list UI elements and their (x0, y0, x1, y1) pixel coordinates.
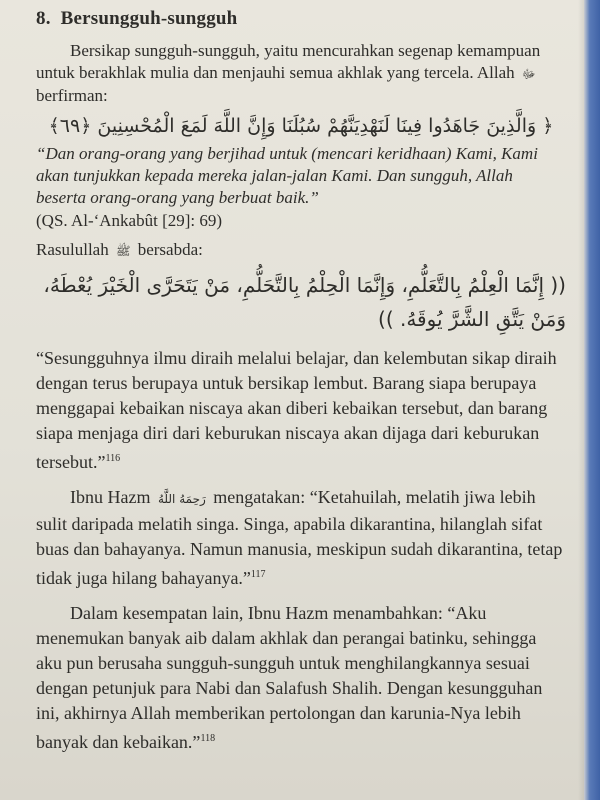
hadith-arabic: (( إِنَّمَا الْعِلْمُ بِالتَّعَلُّمِ، وَإِنَّمَا الْحِلْمُ بِالتَّحَلُّمِ، مَنْ يَتَحَرَّى الْخَيْرَ يُعْطَهُ، وَمَنْ يَتَّقِ الشَّرَّ يُوقَهُ. )) (43, 273, 566, 331)
book-spine (584, 0, 600, 800)
section-title: Bersungguh-sungguh (60, 8, 238, 29)
ibnu-hazm-paragraph-1 (36, 485, 566, 591)
quran-reference: (QS. Al-‘Ankabût [29]: 69) (36, 211, 223, 230)
intro-text: Bersikap sungguh-sungguh, yaitu mencurahkan segenap kemampuan untuk berakhlak mulia dan menjauhi semua akhlak yang tercela. Allah (36, 41, 541, 82)
footnote-ref-118: 118 (200, 733, 216, 744)
ibnu-hazm-2-text: Dalam kesempatan lain, Ibnu Hazm menambahkan: “Aku menemukan banyak aib dalam akhlak dan perangai batinku, sehingga aku pun berusaha sungguh-sungguh untuk menghilangkannya sesuai dengan petunjuk para Nabi dan Salafush Shalih. Dengan kesungguhan ini, akhirnya Allah (36, 603, 543, 723)
ibnu-hazm-paragraph-2 (36, 601, 566, 755)
ibnu-hazm-1-start: Ibnu Hazm (70, 487, 151, 507)
quran-translation: “Dan orang-orang yang berjihad untuk (mencari keridhaan) Kami, Kami akan tunjukkan kepada mereka jalan-jalan Kami. Dan sungguh, Allah beserta orang-orang yang berbuat baik.” (36, 144, 538, 207)
rasul-intro-text: Rasulullah (36, 240, 109, 259)
page-gutter-shadow (578, 0, 584, 800)
intro-paragraph (36, 40, 566, 107)
section-heading (36, 8, 566, 30)
ibnu-hazm-1-rest: mengatakan: “Ketahuilah, melatih jiwa lebih sulit daripada melatih singa. Singa, apabila dikarantina, hilanglah sifat buas dan bahayanya. Namun manusia, meskipun sudah dikarantina, tetap tidak juga hilang bahayanya.” (36, 487, 563, 588)
rasul-honorific: ﷺ (115, 244, 131, 258)
allah-honorific: ﷻ (521, 67, 536, 81)
footnote-ref-116: 116 (105, 453, 121, 464)
section-number: 8. (36, 8, 51, 29)
rasul-tail: bersabda: (137, 240, 203, 259)
rasul-intro (36, 239, 566, 262)
hadith-translation-text: “Sesungguhnya ilmu diraih melalui belajar, dan kelembutan sikap diraih dengan terus berupaya untuk bersikap lembut. Barang siapa berupaya menggapai kebaikan niscaya akan diberi kebaikan tersebut, dan barang siapa menjaga diri dari keburukan niscaya akan dijaga dari keburukan tersebut.” (36, 348, 557, 472)
quran-verse-arabic: ﴿ وَالَّذِينَ جَاهَدُوا فِينَا لَنَهْدِيَنَّهُمْ سُبُلَنَا وَإِنَّ اللَّهَ لَمَعَ الْمُحْسِنِينَ ﴿٦٩﴾ (48, 115, 554, 137)
ibnu-hazm-2-tail: memberikan pertolongan dan karunia-Nya lebih banyak dan kebaikan.” (36, 703, 521, 752)
hadith-translation (36, 346, 566, 475)
intro-tail: berfirman: (36, 86, 108, 105)
rahimahullah-honorific: رَحِمَهُ اللَّهُ (157, 492, 206, 506)
book-page (36, 8, 566, 755)
footnote-ref-117: 117 (250, 569, 266, 580)
